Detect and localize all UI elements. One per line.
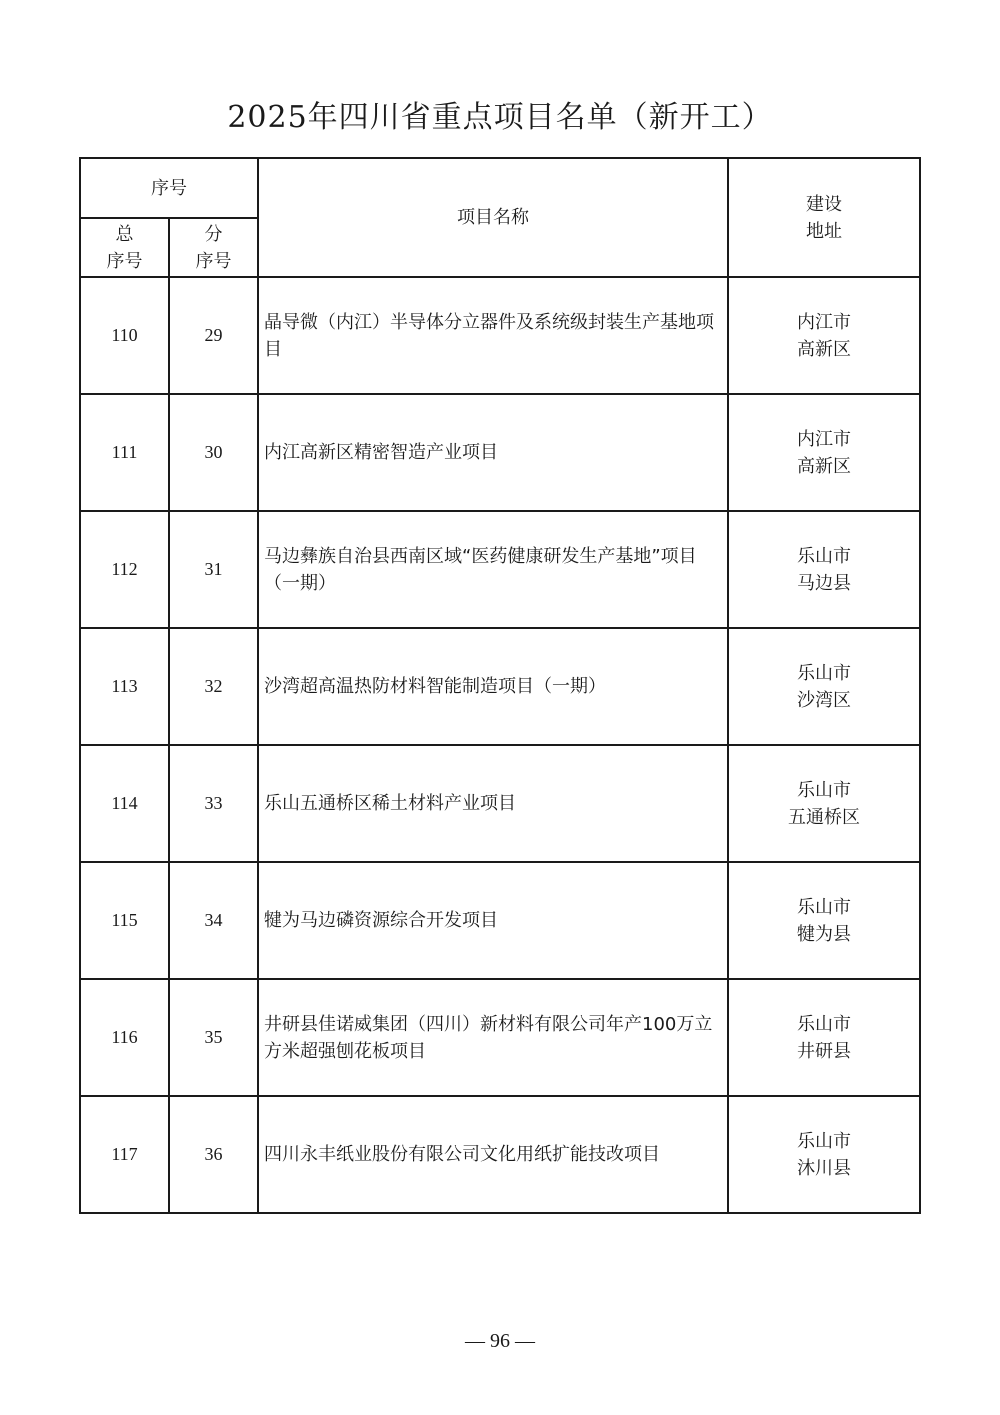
table-row [80,979,920,1096]
project-name-cell: 犍为马边磷资源综合开发项目 [258,862,728,979]
location-city: 内江市 [797,311,851,333]
sub-seq-cell: 36 [169,1096,258,1213]
location-district: 五通桥区 [788,806,860,828]
header-total-seq [80,218,169,277]
total-seq-cell: 113 [80,628,169,745]
location-district: 沙湾区 [797,689,851,711]
location-district: 高新区 [797,338,851,360]
header-project-name: 项目名称 [258,158,728,277]
sub-seq-cell: 29 [169,277,258,394]
sub-seq-cell: 30 [169,394,258,511]
project-name-cell: 晶导微（内江）半导体分立器件及系统级封装生产基地项目 [258,277,728,394]
total-seq-cell: 110 [80,277,169,394]
location-cell [728,1096,920,1213]
location-cell [728,979,920,1096]
header-location-line1: 建设 [806,193,842,215]
table-header-row [80,158,920,218]
header-location [728,158,920,277]
project-name-cell: 内江高新区精密智造产业项目 [258,394,728,511]
location-district: 马边县 [797,572,851,594]
location-district: 犍为县 [797,923,851,945]
header-sub-seq [169,218,258,277]
location-district: 沐川县 [797,1157,851,1179]
project-name-cell: 井研县佳诺威集团（四川）新材料有限公司年产100万立方米超强刨花板项目 [258,979,728,1096]
project-name-cell: 四川永丰纸业股份有限公司文化用纸扩能技改项目 [258,1096,728,1213]
header-sub-seq-line2: 序号 [195,250,232,272]
project-name-cell: 马边彝族自治县西南区域“医药健康研发生产基地”项目（一期） [258,511,728,628]
location-city: 乐山市 [797,1013,851,1035]
sub-seq-cell: 34 [169,862,258,979]
header-sub-seq-line1: 分 [204,223,223,245]
page-number: — 96 — [465,1330,535,1352]
location-city: 乐山市 [797,896,851,918]
total-seq-cell: 115 [80,862,169,979]
project-table [79,157,921,1214]
sub-seq-cell: 33 [169,745,258,862]
location-cell [728,277,920,394]
location-city: 乐山市 [797,1130,851,1152]
total-seq-cell: 111 [80,394,169,511]
total-seq-cell: 116 [80,979,169,1096]
table-row [80,511,920,628]
project-name-cell: 沙湾超高温热防材料智能制造项目（一期） [258,628,728,745]
location-cell [728,745,920,862]
table-row [80,628,920,745]
location-cell [728,394,920,511]
table-row [80,394,920,511]
table-row [80,745,920,862]
table-row [80,862,920,979]
sub-seq-cell: 35 [169,979,258,1096]
location-cell [728,862,920,979]
page-title: 2025年四川省重点项目名单（新开工） [227,100,773,135]
location-cell [728,628,920,745]
location-city: 乐山市 [797,779,851,801]
location-cell [728,511,920,628]
location-district: 井研县 [797,1040,851,1062]
location-city: 乐山市 [797,662,851,684]
location-city: 乐山市 [797,545,851,567]
location-city: 内江市 [797,428,851,450]
table-row [80,277,920,394]
total-seq-cell: 112 [80,511,169,628]
header-seq-group: 序号 [80,158,258,218]
location-district: 高新区 [797,455,851,477]
header-total-seq-line2: 序号 [106,250,143,272]
project-name-cell: 乐山五通桥区稀土材料产业项目 [258,745,728,862]
sub-seq-cell: 31 [169,511,258,628]
header-location-line2: 地址 [806,220,842,242]
total-seq-cell: 114 [80,745,169,862]
sub-seq-cell: 32 [169,628,258,745]
total-seq-cell: 117 [80,1096,169,1213]
table-row [80,1096,920,1213]
header-total-seq-line1: 总 [115,223,134,245]
